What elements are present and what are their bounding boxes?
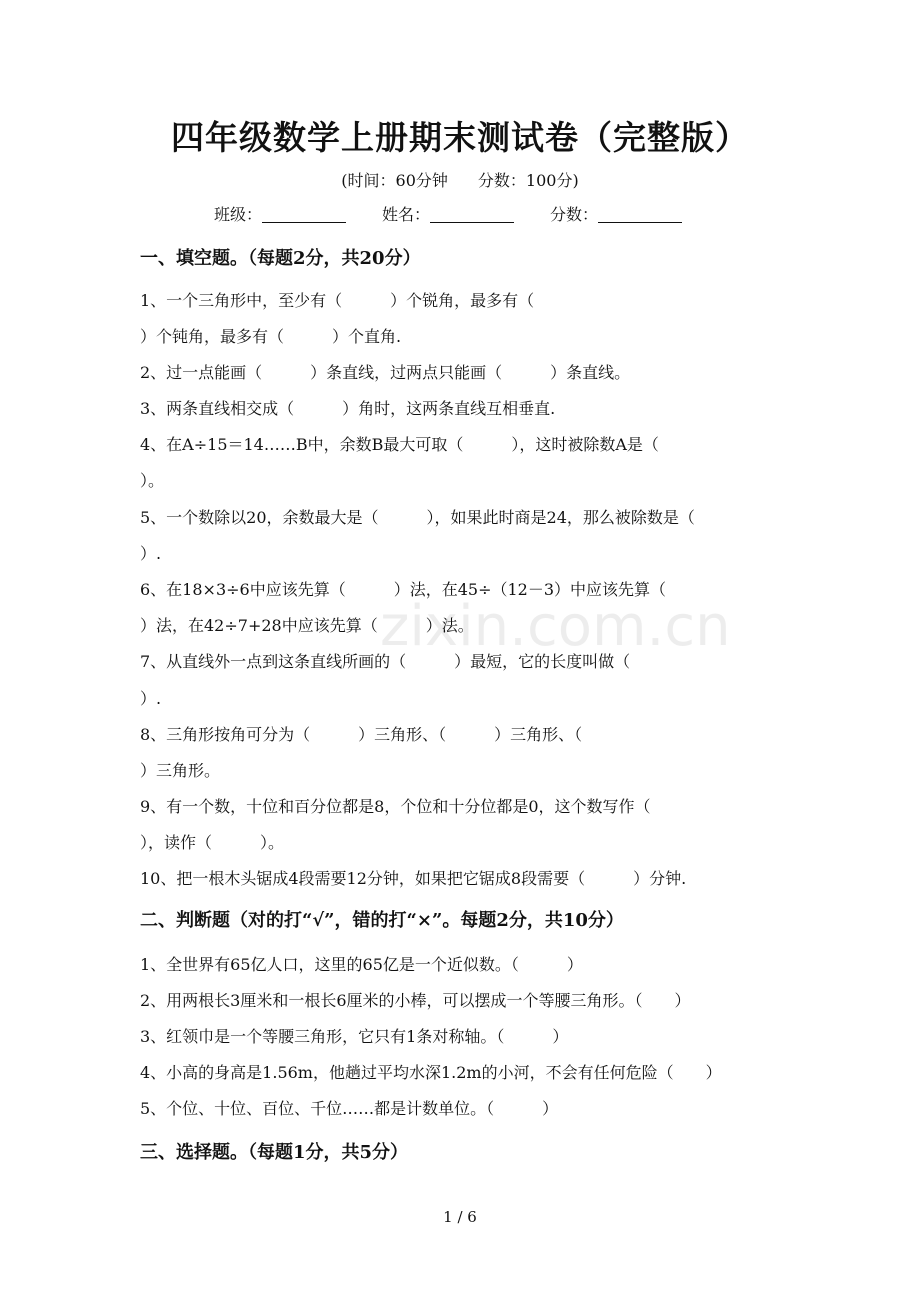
document-title: 四年级数学上册期末测试卷（完整版） (171, 118, 749, 157)
score-label: 分数：100分) (477, 171, 579, 190)
class-blank[interactable] (262, 206, 346, 223)
question-line: 4、在A÷15＝14……B中，余数B最大可取（ ），这时被除数A是（ (140, 435, 659, 454)
question-line: 2、过一点能画（ ）条直线，过两点只能画（ ）条直线。 (140, 363, 631, 382)
score-field (550, 202, 682, 225)
question-line: 7、从直线外一点到这条直线所画的（ ）最短，它的长度叫做（ (140, 652, 631, 671)
question-line: 10、把一根木头锯成4段需要12分钟，如果把它锯成8段需要（ ）分钟. (140, 869, 687, 888)
question-line: ）。 (140, 471, 165, 490)
section-heading-fill-in: 一、填空题。（每题2分，共20分） (140, 248, 421, 269)
question-line: 4、小高的身高是1.56m，他趟过平均水深1.2m的小河，不会有任何危险（ ） (140, 1063, 722, 1082)
score-field-label: 分数： (550, 205, 599, 224)
question-line: 5、个位、十位、百位、千位……都是计数单位。（ ） (140, 1099, 559, 1118)
time-label: (时间：60分钟 (341, 171, 448, 190)
question-line: ），读作（ ）。 (140, 833, 285, 852)
question-line: 1、全世界有65亿人口，这里的65亿是一个近似数。（ ） (140, 955, 583, 974)
question-line: 5、一个数除以20，余数最大是（ ），如果此时商是24，那么被除数是（ (140, 508, 695, 527)
question-line: 1、一个三角形中，至少有（ ）个锐角，最多有（ (140, 291, 535, 310)
question-line: 6、在18×3÷6中应该先算（ ）法，在45÷（12－3）中应该先算（ (140, 580, 667, 599)
question-line: ）. (140, 689, 162, 708)
name-blank[interactable] (430, 206, 514, 223)
name-label: 姓名： (382, 205, 431, 224)
question-line: 2、用两根长3厘米和一根长6厘米的小棒，可以摆成一个等腰三角形。（ ） (140, 991, 691, 1010)
section-heading-true-false: 二、判断题（对的打“√”，错的打“×”。每题2分，共10分） (140, 910, 624, 931)
exam-meta (0, 168, 920, 191)
score-blank[interactable] (598, 206, 682, 223)
question-line: 3、两条直线相交成（ ）角时，这两条直线互相垂直. (140, 399, 556, 418)
section-heading-multiple-choice: 三、选择题。（每题1分，共5分） (140, 1142, 409, 1163)
class-label: 班级： (214, 205, 263, 224)
class-field (214, 202, 346, 225)
question-line: ）法，在42÷7+28中应该先算（ ）法。 (140, 616, 474, 635)
watermark: zixin.com.cn (380, 594, 731, 659)
page-number: 1 / 6 (443, 1208, 477, 1226)
question-line: ）. (140, 544, 162, 563)
question-line: ）个钝角，最多有（ ）个直角. (140, 327, 402, 346)
question-line: 9、有一个数，十位和百分位都是8，个位和十分位都是0，这个数写作（ (140, 797, 651, 816)
question-line: 3、红领巾是一个等腰三角形，它只有1条对称轴。（ ） (140, 1027, 569, 1046)
question-line: ）三角形。 (140, 761, 221, 780)
student-info (214, 202, 718, 225)
name-field (382, 202, 514, 225)
question-line: 8、三角形按角可分为（ ）三角形、（ ）三角形、（ (140, 725, 583, 744)
